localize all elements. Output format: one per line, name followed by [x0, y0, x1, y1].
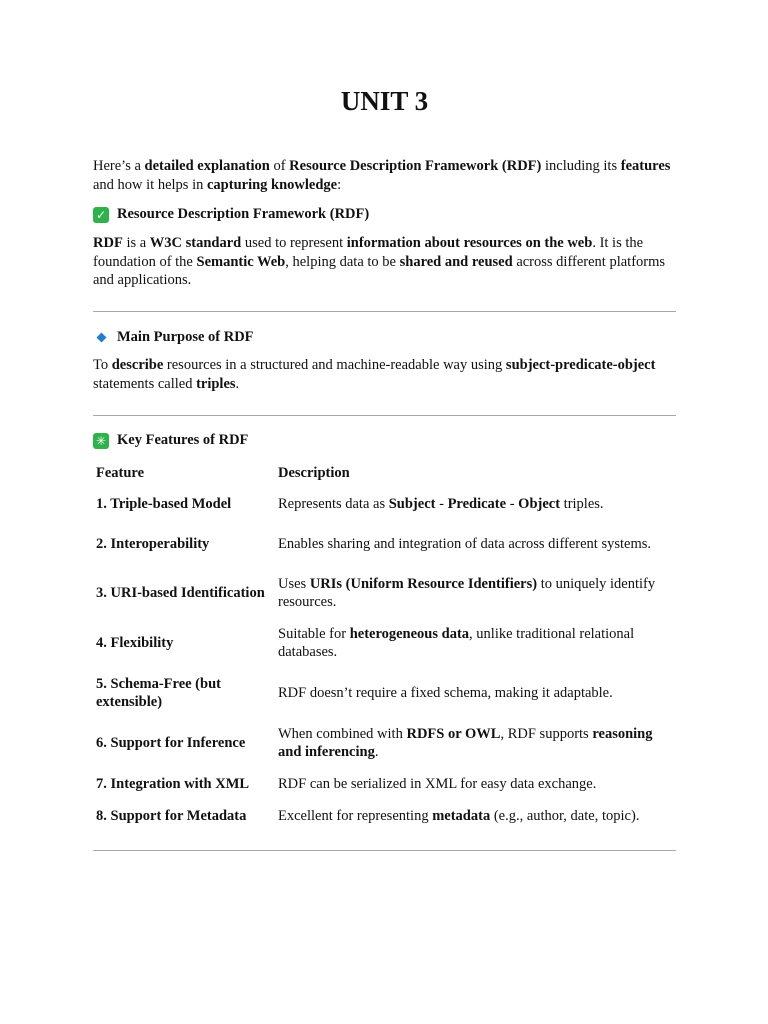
feature-name-cell: 6. Support for Inference — [96, 734, 246, 751]
feature-description-cell: Enables sharing and integration of data across different systems. — [278, 535, 651, 552]
purpose-paragraph: To describe resources in a structured and machine-readable way using subject-predicate-object statements called triples. — [93, 357, 656, 392]
table-row — [93, 668, 676, 718]
intro-paragraph: Here’s a detailed explanation of Resource Description Framework (RDF) including its features and how it helps in capturing knowledge: — [93, 158, 671, 193]
feature-name-cell: 3. URI-based Identification — [96, 584, 265, 601]
table-row — [93, 568, 676, 618]
table-row — [93, 800, 676, 832]
feature-description-cell: Represents data as Subject - Predicate - Object triples. — [278, 495, 604, 512]
feature-description-cell: Suitable for heterogeneous data, unlike traditional relational databases. — [278, 625, 635, 660]
table-row — [93, 520, 676, 568]
feature-name-cell: 5. Schema-Free (but extensible) — [96, 675, 221, 710]
column-header-feature: Feature — [96, 464, 145, 481]
table-row — [93, 618, 676, 668]
table-row — [93, 768, 676, 800]
feature-description-cell: When combined with RDFS or OWL, RDF supports reasoning and inferencing. — [278, 725, 653, 760]
feature-name-cell: 8. Support for Metadata — [96, 807, 247, 824]
section-heading-features-text: Key Features of RDF — [117, 432, 249, 448]
section-heading-rdf-text: Resource Description Framework (RDF) — [117, 206, 370, 222]
column-header-description: Description — [278, 464, 350, 481]
feature-name-cell: 7. Integration with XML — [96, 775, 250, 792]
table-header-row — [93, 458, 676, 488]
section-heading-purpose-text: Main Purpose of RDF — [117, 329, 254, 345]
feature-name-cell: 4. Flexibility — [96, 634, 174, 651]
feature-description-cell: Excellent for representing metadata (e.g., author, date, topic). — [278, 807, 640, 824]
feature-name-cell: 2. Interoperability — [96, 535, 210, 552]
sparkle-icon: ✳ — [93, 433, 109, 449]
feature-description-cell: RDF can be serialized in XML for easy data exchange. — [278, 775, 597, 792]
section-divider — [93, 850, 676, 851]
section-divider — [93, 311, 676, 312]
features-table — [93, 458, 676, 832]
feature-description-cell: Uses URIs (Uniform Resource Identifiers) to uniquely identify resources. — [278, 575, 656, 610]
feature-name-cell: 1. Triple-based Model — [96, 495, 232, 512]
section-heading-purpose — [93, 329, 254, 346]
rdf-definition-paragraph: RDF is a W3C standard used to represent information about resources on the web. It is the foundation of the Semantic Web, helping data to be shared and reused across different platforms and applications. — [93, 235, 666, 288]
section-divider — [93, 415, 676, 416]
page-title: UNIT 3 — [340, 86, 429, 116]
feature-description-cell: RDF doesn’t require a fixed schema, making it adaptable. — [278, 684, 613, 701]
table-row — [93, 488, 676, 520]
table-row — [93, 718, 676, 768]
check-mark-icon: ✓ — [93, 207, 109, 223]
blue-diamond-icon — [93, 330, 109, 346]
section-heading-rdf — [93, 206, 369, 223]
section-heading-features — [93, 432, 248, 449]
